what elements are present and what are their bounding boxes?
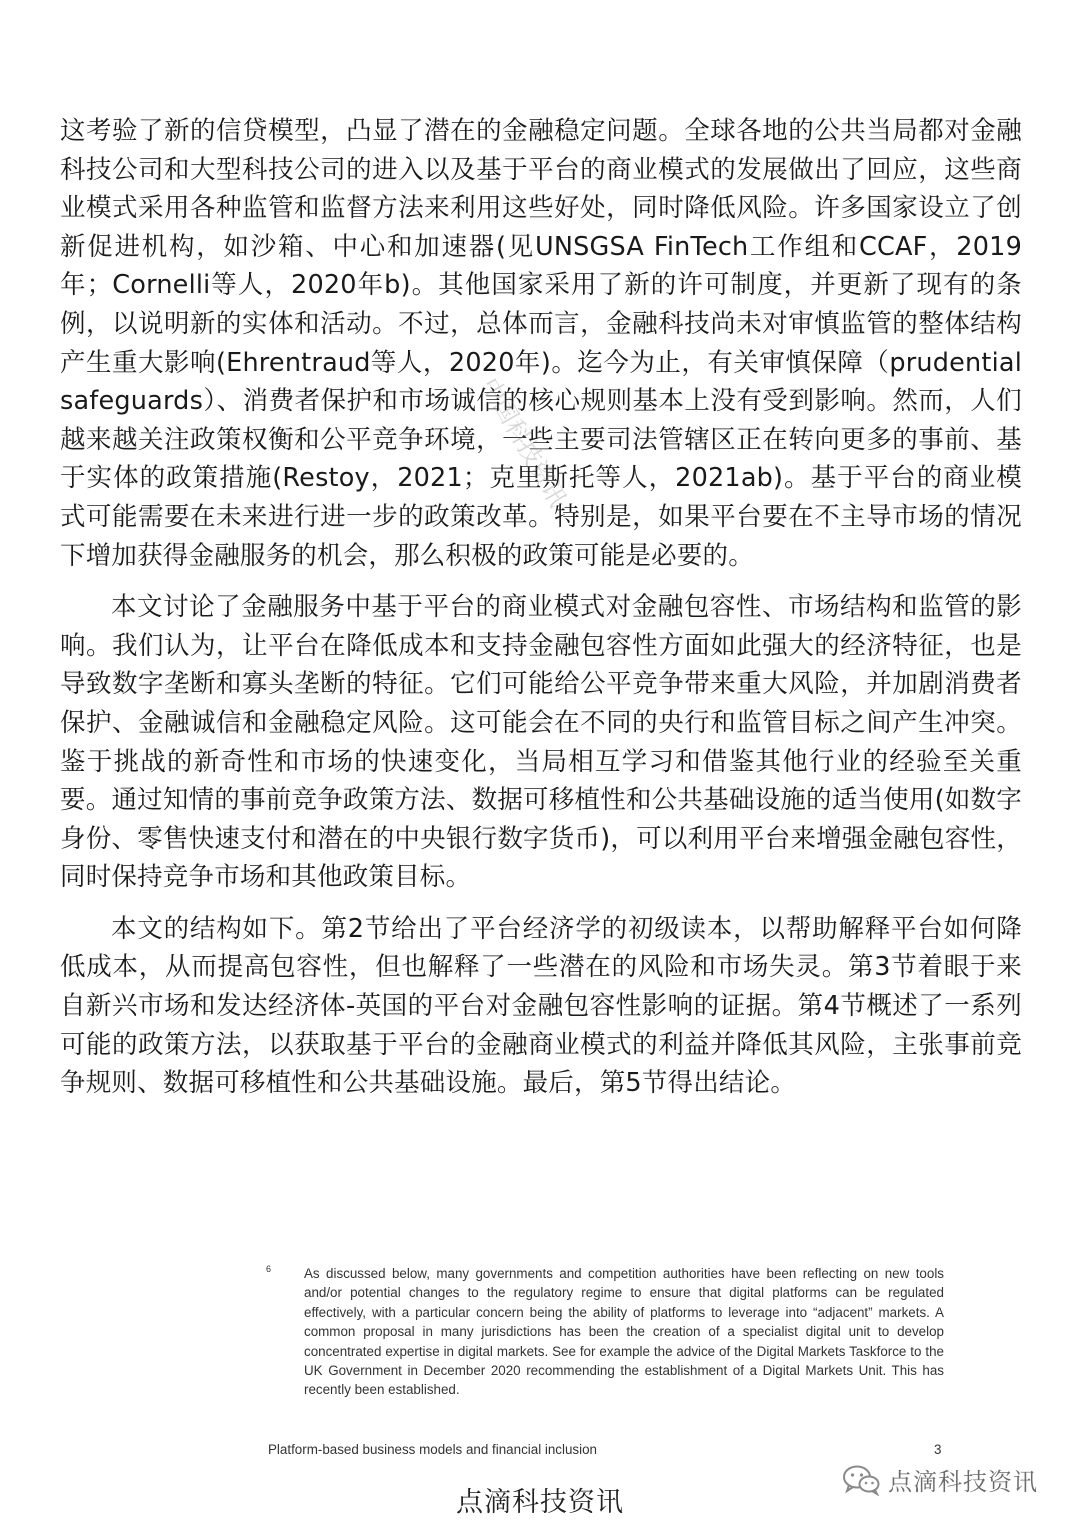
page-number: 3 (934, 1442, 942, 1457)
body-text (60, 112, 1022, 1103)
paragraph-1: 这考验了新的信贷模型，凸显了潜在的金融稳定问题。全球各地的公共当局都对金融科技公司和大型科技公司的进入以及基于平台的商业模式的发展做出了回应，这些商业模式采用各种监管和监督方法来利用这些好处，同时降低风险。许多国家设立了创新促进机构，如沙箱、中心和加速器(见UNSGSA FinTech工作组和CCAF，2019年；Cornelli等人，2020年b)。其他国家采用了新的许可制度，并更新了现有的条例，以说明新的实体和活动。不过，总体而言，金融科技尚未对审慎监管的整体结构产生重大影响(Ehrentraud等人，2020年)。迄今为止，有关审慎保障（prudential safeguards）、消费者保护和市场诚信的核心规则基本上没有受到影响。然而，人们越来越关注政策权衡和公平竞争环境，一些主要司法管辖区正在转向更多的事前、基于实体的政策措施(Restoy，2021；克里斯托等人，2021ab)。基于平台的商业模式可能需要在未来进行进一步的政策改革。特别是，如果平台要在不主导市场的情况下增加获得金融服务的机会，那么积极的政策可能是必要的。 (60, 116, 1022, 571)
bottom-brand: 点滴科技资讯 (456, 1487, 624, 1518)
watermark: 中国科技资讯 (475, 373, 572, 512)
footnote-text: As discussed below, many governments and competition authorities have been reflecting on new tools and/or potential changes to the regulatory regime to ensure that digital platforms can be regulated effectively, with a particular concern being the ability of platforms to leverage into “adjacent” markets. A common proposal in many jurisdictions has been the creation of a specialist digital unit to develop concentrated expertise in digital markets. See for example the advice of the Digital Markets Taskforce to the UK Government in December 2020 recommending the establishment of a Digital Markets Unit. This has recently been established. (304, 1266, 944, 1398)
running-title: Platform-based business models and financial inclusion (268, 1442, 597, 1457)
footnote (268, 1264, 944, 1400)
footnote-marker: 6 (266, 1264, 272, 1274)
paragraph-3: 本文的结构如下。第2节给出了平台经济学的初级读本，以帮助解释平台如何降低成本，从而提高包容性，但也解释了一些潜在的风险和市场失灵。第3节着眼于来自新兴市场和发达经济体-英国的平台对金融包容性影响的证据。第4节概述了一系列可能的政策方法，以获取基于平台的金融商业模式的利益并降低其风险，主张事前竞争规则、数据可移植性和公共基础设施。最后，第5节得出结论。 (60, 913, 1022, 1099)
wechat-account-name: 点滴科技资讯 (888, 1468, 1038, 1496)
paragraph-2: 本文讨论了金融服务中基于平台的商业模式对金融包容性、市场结构和监管的影响。我们认为，让平台在降低成本和支持金融包容性方面如此强大的经济特征，也是导致数字垄断和寡头垄断的特征。它们可能给公平竞争带来重大风险，并加剧消费者保护、金融诚信和金融稳定风险。这可能会在不同的央行和监管目标之间产生冲突。鉴于挑战的新奇性和市场的快速变化，当局相互学习和借鉴其他行业的经验至关重要。通过知情的事前竞争政策方法、数据可移植性和公共基础设施的适当使用(如数字身份、零售快速支付和潜在的中央银行数字货币)，可以利用平台来增强金融包容性，同时保持竞争市场和其他政策目标。 (60, 592, 1022, 893)
